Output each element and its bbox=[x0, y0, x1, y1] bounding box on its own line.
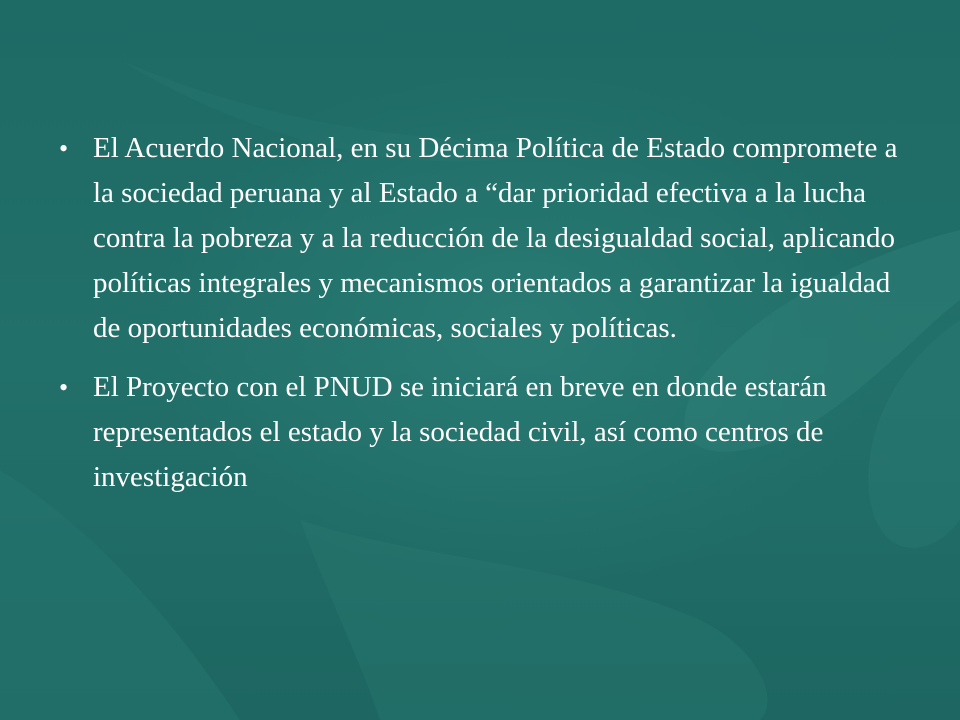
bullet-dot-icon: • bbox=[59, 373, 69, 402]
bullet-item-proyecto-pnud bbox=[55, 365, 905, 500]
bullet-item-acuerdo-nacional bbox=[55, 126, 905, 351]
bullet-text: El Proyecto con el PNUD se iniciará en breve en donde estarán representados el estado y la sociedad civil, así como centros de investigación bbox=[93, 371, 827, 493]
bullet-text: El Acuerdo Nacional, en su Décima Política de Estado compromete a la sociedad peruana y al Estado a “dar prioridad efectiva a la lucha contra la pobreza y a la reducción de la desigualdad social, aplicando políticas integrales y mecanismos orientados a garantizar la igualdad de oportunidades económicas, sociales y políticas. bbox=[93, 132, 898, 344]
bullet-dot-icon: • bbox=[59, 134, 69, 163]
bullet-list bbox=[55, 126, 905, 514]
